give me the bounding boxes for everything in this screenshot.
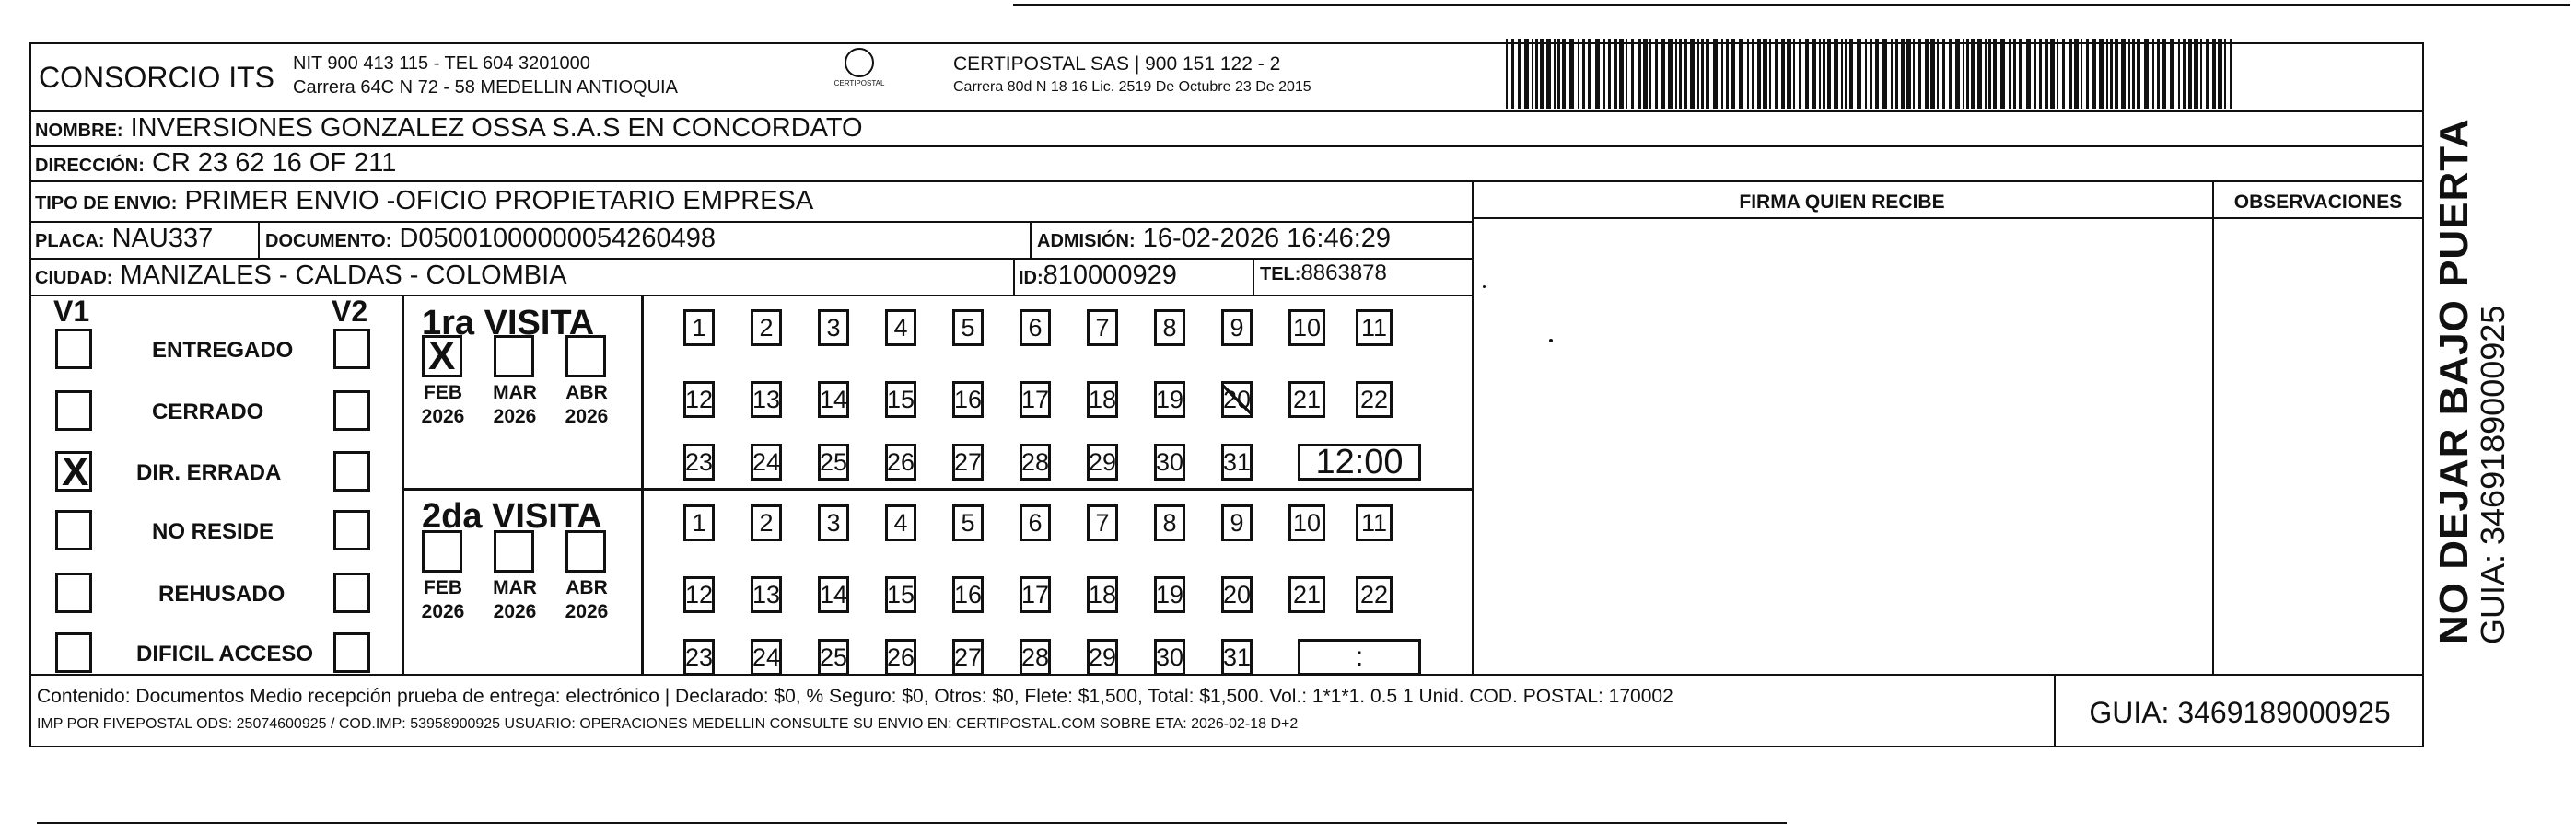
status-label: ENTREGADO (152, 338, 294, 363)
barcode-bar (1819, 39, 1821, 109)
second-visit-day-cell[interactable]: 25 (818, 639, 849, 676)
barcode-bar (1752, 39, 1754, 109)
first-visit-day-cell[interactable]: 22 (1356, 381, 1393, 418)
company-info-2: Carrera 64C N 72 - 58 MEDELLIN ANTIOQUIA (293, 77, 678, 98)
barcode-bar (2106, 39, 2108, 109)
month-year-label (416, 576, 470, 624)
barcode-bar (1781, 39, 1785, 109)
firma-label: FIRMA QUIEN RECIBE (1739, 191, 1945, 213)
barcode-bar (1891, 39, 1893, 109)
barcode-bar (1690, 39, 1695, 109)
barcode-bar (2230, 39, 2232, 109)
barcode-bar (2218, 39, 2222, 109)
first-visit-day-cell[interactable]: 15 (885, 381, 916, 418)
barcode-bar (1827, 39, 1831, 109)
barcode-bar (2034, 39, 2036, 109)
year-label: 2026 (421, 406, 465, 427)
barcode-bar (2206, 39, 2209, 109)
first-visit-day-cell[interactable]: 17 (1020, 381, 1051, 418)
barcode-bar (2069, 39, 2072, 109)
barcode-bar (1614, 39, 1617, 109)
first-visit-day-cell[interactable]: 11 (1356, 309, 1393, 346)
check-mark: X (428, 333, 456, 378)
rule (29, 295, 1474, 296)
certipostal-logo: CERTIPOSTAL (833, 48, 885, 101)
first-visit-day-cell[interactable]: 8 (1154, 309, 1185, 346)
barcode-bar (2157, 39, 2160, 109)
second-visit-day-cell[interactable]: 15 (885, 576, 916, 613)
company-name: CONSORCIO ITS (39, 61, 275, 94)
barcode-bar (1966, 39, 1969, 109)
barcode-bar (1518, 39, 1521, 109)
month-label: ABR (565, 577, 608, 598)
barcode-bar (1901, 39, 1905, 109)
v2-checkbox[interactable] (333, 573, 370, 613)
id-field: ID:810000929 (1019, 261, 1177, 290)
first-visit-day-cell[interactable]: 4 (885, 309, 916, 346)
barcode-bar (1706, 39, 1709, 109)
col-rule (1013, 258, 1015, 295)
first-visit-day-cell[interactable]: 9 (1221, 309, 1253, 346)
first-visit-day-cell[interactable]: 27 (952, 444, 984, 481)
ciudad-field: CIUDAD: MANIZALES - CALDAS - COLOMBIA (35, 261, 567, 290)
barcode-bar (2144, 39, 2149, 109)
year-label: 2026 (565, 601, 609, 622)
tipo-envio-row: TIPO DE ENVIO: PRIMER ENVIO -OFICIO PROPIETARIO EMPRESA (35, 186, 814, 215)
v1-checkbox[interactable] (55, 451, 92, 492)
barcode-bar (1834, 39, 1838, 109)
year-label: 2026 (421, 601, 465, 622)
rule (29, 258, 1474, 260)
col-rule (402, 295, 404, 674)
second-visit-day-cell[interactable]: 31 (1221, 639, 1253, 676)
second-visit-day-cell[interactable]: 19 (1154, 576, 1185, 613)
second-visit-day-cell[interactable]: 12 (683, 576, 715, 613)
barcode-bar (1757, 39, 1761, 109)
first-visit-day-cell[interactable]: 19 (1154, 381, 1185, 418)
month-year-label (560, 381, 613, 429)
col-rule (1030, 221, 1032, 258)
direccion-row: DIRECCIÓN: CR 23 62 16 OF 211 (35, 148, 397, 178)
barcode-bar (1557, 39, 1560, 109)
barcode-bar (1812, 39, 1816, 109)
second-visit-day-cell[interactable]: 27 (952, 639, 984, 676)
barcode-bar (1578, 39, 1579, 109)
barcode-bar (1895, 39, 1898, 109)
barcode-bar (1799, 39, 1801, 109)
barcode-bar (1626, 39, 1627, 109)
month-label: FEB (424, 577, 462, 598)
rule (1472, 217, 2424, 219)
admision-field: ADMISIÓN: 16-02-2026 16:46:29 (1037, 224, 1392, 253)
barcode-bar (1793, 39, 1795, 109)
barcode-bar (1532, 39, 1533, 109)
month-year-label (488, 576, 542, 624)
first-visit-day-cell[interactable]: 6 (1020, 309, 1051, 346)
barcode-bar (1849, 39, 1853, 109)
nombre-row: NOMBRE: INVERSIONES GONZALEZ OSSA S.A.S EN CONCORDATO (35, 113, 863, 143)
second-visit-day-cell[interactable]: 29 (1087, 639, 1118, 676)
second-visit-day-cell[interactable]: 18 (1087, 576, 1118, 613)
month-label: FEB (424, 382, 462, 403)
second-visit-day-cell[interactable]: 16 (952, 576, 984, 613)
side-text (2431, 118, 2512, 644)
barcode-bar (1949, 39, 1952, 109)
second-visit-day-cell[interactable]: 28 (1020, 639, 1051, 676)
barcode-bar (1906, 39, 1911, 109)
barcode-bar (1763, 39, 1767, 109)
first-visit-day-cell[interactable]: 29 (1087, 444, 1118, 481)
v2-checkbox[interactable] (333, 510, 370, 550)
second-visit-day-cell[interactable]: 5 (952, 504, 984, 541)
first-visit-title: 1ra VISITA (422, 304, 595, 342)
second-visit-day-cell[interactable]: 3 (818, 504, 849, 541)
barcode-bar (1769, 39, 1771, 109)
second-visit-day-cell[interactable]: 24 (751, 639, 782, 676)
barcode-bar (1655, 39, 1658, 109)
barcode-bar (1870, 39, 1872, 109)
barcode-bar (2188, 39, 2192, 109)
v1-checkbox[interactable] (55, 632, 92, 673)
barcode-bar (2081, 39, 2082, 109)
barcode-bar (2086, 39, 2089, 109)
first-visit-day-cell[interactable]: 3 (818, 309, 849, 346)
barcode-bar (2092, 39, 2096, 109)
barcode-bar (1918, 39, 1921, 109)
barcode-bar (2019, 39, 2022, 109)
barcode-bar (1977, 39, 1982, 109)
barcode-bar (1562, 39, 1566, 109)
barcode-bar (2050, 39, 2055, 109)
barcode-bar (1787, 39, 1791, 109)
status-label: CERRADO (152, 400, 264, 424)
barcode-bar (1993, 39, 1997, 109)
barcode-bar (1955, 39, 1960, 109)
barcode-bar (1731, 39, 1735, 109)
first-visit-day-cell[interactable]: 12 (683, 381, 715, 418)
barcode-bar (2099, 39, 2104, 109)
month-year-label (416, 381, 470, 429)
barcode-bar (1661, 39, 1665, 109)
first-visit-day-cell[interactable]: 25 (818, 444, 849, 481)
barcode-bar (1701, 39, 1704, 109)
barcode-bar (1963, 39, 1964, 109)
barcode-bar (2152, 39, 2154, 109)
barcode-bar (1721, 39, 1723, 109)
v1-label: V1 (53, 295, 90, 328)
year-label: 2026 (565, 406, 609, 427)
barcode-bar (2121, 39, 2126, 109)
barcode-bar (2026, 39, 2031, 109)
barcode-bar (2009, 39, 2011, 109)
barcode-bar (2178, 39, 2180, 109)
first-visit-time-box[interactable]: 12:00 (1298, 444, 1421, 481)
barcode-bar (1739, 39, 1743, 109)
second-visit-day-cell[interactable]: 23 (683, 639, 715, 676)
barcode-bar (1882, 39, 1887, 109)
rule (29, 180, 2424, 182)
second-visit-day-cell[interactable]: 7 (1087, 504, 1118, 541)
second-visit-day-cell[interactable]: 13 (751, 576, 782, 613)
placa-field: PLACA: NAU337 (35, 224, 214, 253)
barcode-bar (1747, 39, 1749, 109)
barcode-bar (1775, 39, 1778, 109)
barcode-bar (2170, 39, 2174, 109)
barcode-bar (2128, 39, 2130, 109)
barcode-bar (1554, 39, 1556, 109)
barcode-bar (2137, 39, 2140, 109)
barcode-bar (1845, 39, 1847, 109)
barcode-bar (1988, 39, 1991, 109)
barcode-bar (1925, 39, 1929, 109)
month-label: MAR (493, 577, 537, 598)
second-visit-day-cell[interactable]: 21 (1288, 576, 1325, 613)
company-info-1: NIT 900 413 115 - TEL 604 3201000 (293, 53, 590, 74)
second-visit-month-checkbox[interactable] (422, 530, 462, 573)
first-visit-day-cell[interactable]: 30 (1154, 444, 1185, 481)
barcode-bar (2013, 39, 2016, 109)
barcode-bar (1643, 39, 1648, 109)
barcode-bar (2200, 39, 2202, 109)
rule (29, 221, 1474, 223)
status-label: REHUSADO (158, 582, 286, 607)
second-visit-day-cell[interactable]: 1 (683, 504, 715, 541)
first-visit-day-cell[interactable]: 23 (683, 444, 715, 481)
month-year-label (560, 576, 613, 624)
tel-field: TEL:8863878 (1260, 261, 1387, 285)
first-visit-month-checkbox[interactable] (422, 335, 462, 377)
first-visit-day-cell[interactable]: 16 (952, 381, 984, 418)
second-visit-day-cell[interactable]: 14 (818, 576, 849, 613)
first-visit-day-cell[interactable]: 1 (683, 309, 715, 346)
second-visit-day-cell[interactable]: 30 (1154, 639, 1185, 676)
first-visit-day-cell[interactable]: 7 (1087, 309, 1118, 346)
side-warning: NO DEJAR BAJO PUERTA (2431, 118, 2477, 644)
barcode-bar (1535, 39, 1538, 109)
v1-checkbox[interactable] (55, 390, 92, 431)
carrier-info-2: Carrera 80d N 18 16 Lic. 2519 De Octubre 23 De 2015 (953, 79, 1311, 95)
col-rule (1472, 180, 1474, 674)
barcode-bar (1865, 39, 1867, 109)
barcode-bar (1875, 39, 1879, 109)
observaciones-label: OBSERVACIONES (2233, 191, 2403, 213)
v1-checkbox[interactable] (55, 573, 92, 613)
first-visit-day-cell[interactable]: 21 (1288, 381, 1325, 418)
barcode-bar (1608, 39, 1611, 109)
second-visit-day-cell[interactable]: 20 (1221, 576, 1253, 613)
second-visit-title: 2da VISITA (422, 497, 602, 536)
barcode-bar (1985, 39, 1987, 109)
barcode (1506, 39, 2243, 109)
barcode-bar (1524, 39, 1529, 109)
first-visit-day-cell[interactable]: 14 (818, 381, 849, 418)
barcode-bar (1823, 39, 1825, 109)
barcode-bar (1631, 39, 1634, 109)
second-visit-day-cell[interactable]: 2 (751, 504, 782, 541)
footer-line-1: Contenido: Documentos Medio recepción prueba de entrega: electrónico | Declarado: $0, % Seguro: $0, Otros: $0, Flete: $1,500, Total: $1,500. Vol.: 1*1*1. 0.5 1 Unid. COD. POSTAL: 170002 (37, 686, 1673, 707)
barcode-bar (1713, 39, 1718, 109)
v1-checkbox[interactable] (55, 329, 92, 369)
status-label: NO RESIDE (152, 519, 274, 544)
second-visit-day-cell[interactable]: 6 (1020, 504, 1051, 541)
scan-dot (1483, 285, 1486, 288)
first-visit-day-cell[interactable]: 10 (1288, 309, 1325, 346)
barcode-bar (2074, 39, 2079, 109)
second-visit-day-cell[interactable]: 8 (1154, 504, 1185, 541)
second-visit-day-cell[interactable]: 9 (1221, 504, 1253, 541)
barcode-bar (2045, 39, 2048, 109)
second-visit-day-cell[interactable]: 10 (1288, 504, 1325, 541)
barcode-bar (1540, 39, 1544, 109)
barcode-bar (1679, 39, 1682, 109)
barcode-bar (2183, 39, 2186, 109)
barcode-bar (1588, 39, 1591, 109)
barcode-bar (1603, 39, 1605, 109)
top-rule (1013, 4, 2570, 6)
first-visit-day-cell[interactable]: 13 (751, 381, 782, 418)
barcode-bar (2224, 39, 2226, 109)
barcode-bar (1697, 39, 1699, 109)
v1-checkbox[interactable] (55, 510, 92, 550)
first-visit-day-cell[interactable]: 31 (1221, 444, 1253, 481)
first-visit-month-checkbox[interactable] (494, 335, 534, 377)
v2-checkbox[interactable] (333, 329, 370, 369)
month-year-label (488, 381, 542, 429)
barcode-bar (1582, 39, 1585, 109)
barcode-bar (1638, 39, 1641, 109)
barcode-bar (1668, 39, 1673, 109)
barcode-bar (1619, 39, 1624, 109)
first-visit-day-cell[interactable]: 24 (751, 444, 782, 481)
year-label: 2026 (493, 601, 537, 622)
barcode-bar (2062, 39, 2065, 109)
v2-checkbox[interactable] (333, 632, 370, 673)
col-rule (641, 295, 644, 674)
barcode-bar (1913, 39, 1915, 109)
bottom-rule (37, 822, 1787, 824)
rule (29, 145, 2424, 147)
col-rule (1253, 258, 1254, 295)
first-visit-month-checkbox[interactable] (565, 335, 606, 377)
barcode-bar (1841, 39, 1843, 109)
barcode-bar (2194, 39, 2198, 109)
second-visit-day-cell[interactable]: 17 (1020, 576, 1051, 613)
year-label: 2026 (493, 406, 537, 427)
barcode-bar (1569, 39, 1574, 109)
scan-dot (1549, 339, 1553, 342)
first-visit-day-cell[interactable]: 5 (952, 309, 984, 346)
footer-line-2: IMP POR FIVEPOSTAL ODS: 25074600925 / COD.IMP: 53958900925 USUARIO: OPERACIONES MEDELLIN CONSULTE SU ENVIO EN: CERTIPOSTAL.COM SOBRE ETA: 2026-02-18 D+2 (37, 716, 1299, 732)
barcode-bar (2162, 39, 2166, 109)
col-rule (258, 221, 260, 258)
footer-guia: GUIA: 3469189000925 (2089, 696, 2391, 729)
second-visit-day-cell[interactable]: 22 (1356, 576, 1393, 613)
second-visit-day-cell[interactable]: 4 (885, 504, 916, 541)
barcode-bar (1930, 39, 1935, 109)
side-guia: GUIA: 3469189000925 (2474, 305, 2512, 644)
rule (29, 110, 2424, 112)
check-mark: X (62, 449, 89, 494)
visit-divider (402, 488, 1472, 491)
carrier-info-1: CERTIPOSTAL SAS | 900 151 122 - 2 (953, 53, 1281, 75)
barcode-bar (1546, 39, 1551, 109)
barcode-bar (1595, 39, 1600, 109)
barcode-bar (2212, 39, 2216, 109)
barcode-bar (1805, 39, 1809, 109)
first-visit-day-cell[interactable]: 18 (1087, 381, 1118, 418)
second-visit-time-box[interactable]: : (1298, 639, 1421, 676)
v2-checkbox[interactable] (333, 390, 370, 431)
barcode-bar (1937, 39, 1939, 109)
barcode-bar (1649, 39, 1651, 109)
barcode-bar (1675, 39, 1677, 109)
status-label: DIR. ERRADA (136, 460, 282, 485)
v2-checkbox[interactable] (333, 451, 370, 492)
second-visit-month-checkbox[interactable] (565, 530, 606, 573)
first-visit-day-cell[interactable]: 26 (885, 444, 916, 481)
barcode-bar (1857, 39, 1861, 109)
barcode-bar (2132, 39, 2135, 109)
v2-label: V2 (332, 295, 368, 328)
barcode-bar (1971, 39, 1975, 109)
status-label: DIFICIL ACCESO (136, 642, 314, 666)
second-visit-month-checkbox[interactable] (494, 530, 534, 573)
barcode-bar (1511, 39, 1514, 109)
barcode-bar (2057, 39, 2058, 109)
barcode-bar (1506, 39, 1508, 109)
barcode-bar (2039, 39, 2042, 109)
documento-field: DOCUMENTO: D05001000000054260498 (265, 224, 716, 253)
second-visit-day-cell[interactable]: 26 (885, 639, 916, 676)
month-label: ABR (565, 382, 608, 403)
barcode-bar (2115, 39, 2118, 109)
barcode-bar (1684, 39, 1687, 109)
second-visit-day-cell[interactable]: 11 (1356, 504, 1393, 541)
barcode-bar (1726, 39, 1729, 109)
first-visit-day-cell[interactable]: 20 (1221, 381, 1253, 418)
col-rule (2212, 180, 2214, 674)
barcode-bar (2000, 39, 2005, 109)
barcode-bar (2110, 39, 2113, 109)
first-visit-day-cell[interactable]: 28 (1020, 444, 1051, 481)
month-label: MAR (493, 382, 537, 403)
barcode-bar (1942, 39, 1945, 109)
first-visit-day-cell[interactable]: 2 (751, 309, 782, 346)
